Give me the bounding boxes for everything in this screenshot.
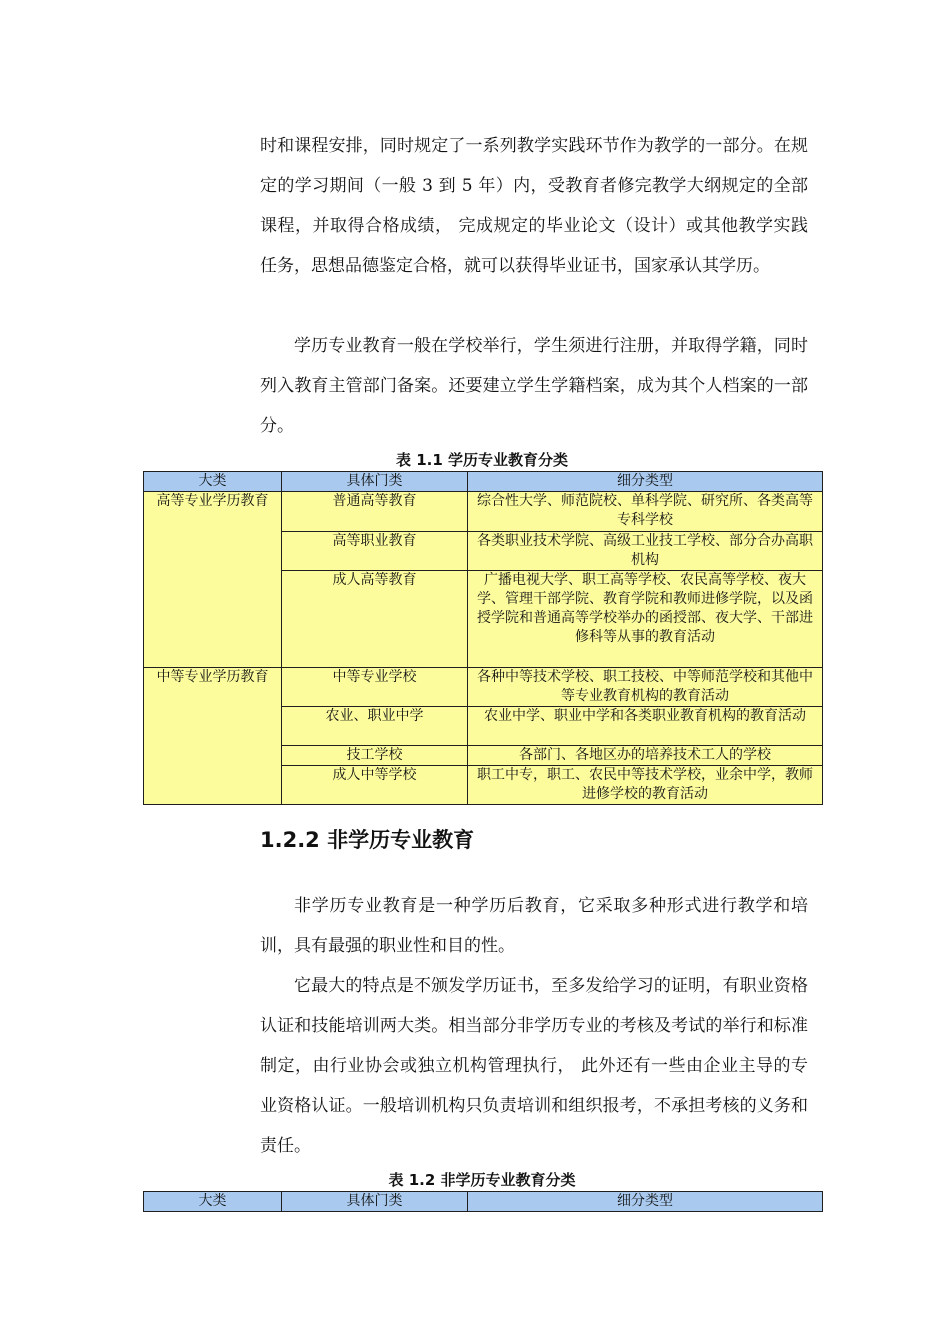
detail-cell: 各类职业技术学院、高级工业技工学校、部分合办高职机构 [468,532,823,571]
table-row [144,492,823,532]
section-heading: 1.2.2 非学历专业教育 [260,828,475,852]
body-paragraph: 它最大的特点是不颁发学历证书，至多发给学习的证明，有职业资格认证和技能培训两大类。相当部分非学历专业的考核及考试的举行和标准制定，由行业协会或独立机构管理执行， 此外还有一些由企业主导的专业资格认证。一般培训机构只负责培训和组织报考，不承担考核的义务和责任。 [260,976,808,1156]
detail-cell: 职工中专，职工、农民中等技术学校，业余中学，教师进修学校的教育活动 [468,766,823,805]
body-paragraph: 非学历专业教育是一种学历后教育，它采取多种形式进行教学和培训，具有最强的职业性和目的性。 [260,896,808,956]
type-cell: 农业、职业中学 [282,707,468,746]
header-category: 大类 [144,1192,282,1212]
non-degree-classification-table [143,1191,823,1212]
body-paragraph: 时和课程安排，同时规定了一系列教学实践环节作为教学的一部分。在规定的学习期间（一般 3 到 5 年）内，受教育者修完教学大纲规定的全部课程，并取得合格成绩， 完成规定的毕业论文（设计）或其他教学实践任务，思想品德鉴定合格，就可以获得毕业证书，国家承认其学历。 [260,136,808,276]
detail-cell: 各部门、各地区办的培养技术工人的学校 [468,746,823,766]
category-cell: 高等专业学历教育 [144,492,282,668]
detail-cell: 广播电视大学、职工高等学校、农民高等学校、夜大学、管理干部学院、教育学院和教师进修学院，以及函授学院和普通高等学校举办的函授部、夜大学、干部进修科等从事的教育活动 [468,571,823,668]
table-row [144,668,823,707]
type-cell: 高等职业教育 [282,532,468,571]
body-paragraph: 学历专业教育一般在学校举行，学生须进行注册，并取得学籍，同时列入教育主管部门备案。还要建立学生学籍档案，成为其个人档案的一部分。 [260,336,808,436]
category-cell: 中等专业学历教育 [144,668,282,805]
type-cell: 中等专业学校 [282,668,468,707]
table-header-row [144,472,823,492]
detail-cell: 各种中等技术学校、职工技校、中等师范学校和其他中等专业教育机构的教育活动 [468,668,823,707]
table-caption: 表 1.1 学历专业教育分类 [395,451,569,469]
type-cell: 成人高等教育 [282,571,468,668]
type-cell: 普通高等教育 [282,492,468,532]
table-caption: 表 1.2 非学历专业教育分类 [388,1171,576,1189]
type-cell: 技工学校 [282,746,468,766]
education-classification-table [143,471,823,805]
header-type: 具体门类 [282,472,468,492]
table-header-row [144,1192,823,1212]
detail-cell: 农业中学、职业中学和各类职业教育机构的教育活动 [468,707,823,746]
header-type: 具体门类 [282,1192,468,1212]
detail-cell: 综合性大学、师范院校、单科学院、研究所、各类高等专科学校 [468,492,823,532]
header-category: 大类 [144,472,282,492]
type-cell: 成人中等学校 [282,766,468,805]
header-detail: 细分类型 [468,1192,823,1212]
header-detail: 细分类型 [468,472,823,492]
